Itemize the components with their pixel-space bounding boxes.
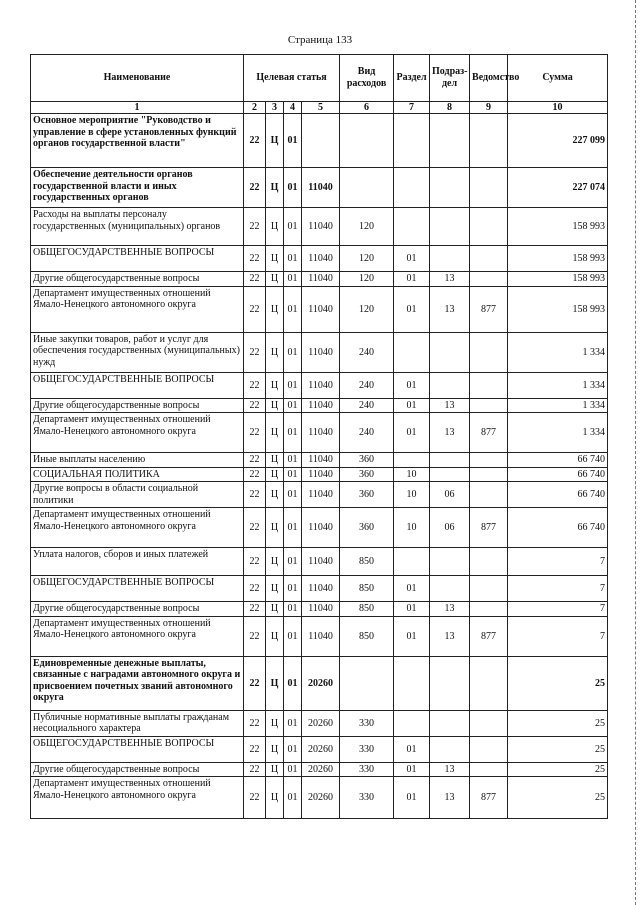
- col-number: 4: [284, 102, 302, 114]
- row-expense-type: 240: [340, 372, 394, 398]
- row-target-event: 01: [284, 286, 302, 332]
- row-target-program: 22: [244, 777, 266, 819]
- col-number: 1: [31, 102, 244, 114]
- row-amount: 66 740: [508, 467, 608, 482]
- row-target-direction: 11040: [302, 168, 340, 208]
- row-department: 877: [470, 508, 508, 548]
- row-name: Расходы на выплаты персоналу государственных (муниципальных) органов: [31, 208, 244, 246]
- row-target-subprogram: Ц: [266, 777, 284, 819]
- row-expense-type: 120: [340, 286, 394, 332]
- row-name: Иные выплаты населению: [31, 453, 244, 468]
- page-edge-scan-line: [633, 0, 636, 905]
- row-expense-type: 360: [340, 453, 394, 468]
- row-target-direction: 20260: [302, 656, 340, 710]
- row-target-subprogram: Ц: [266, 602, 284, 617]
- row-amount: 25: [508, 656, 608, 710]
- row-name: Департамент имущественных отношений Ямало-Ненецкого автономного округа: [31, 413, 244, 453]
- row-subsection: 06: [430, 508, 470, 548]
- row-target-subprogram: Ц: [266, 398, 284, 413]
- row-target-direction: 11040: [302, 398, 340, 413]
- table-body: [31, 114, 608, 819]
- row-department: [470, 656, 508, 710]
- row-department: [470, 272, 508, 287]
- row-expense-type: 330: [340, 710, 394, 736]
- row-amount: 25: [508, 736, 608, 762]
- row-department: 877: [470, 616, 508, 656]
- row-section: 01: [394, 286, 430, 332]
- row-subsection: [430, 246, 470, 272]
- row-target-program: 22: [244, 616, 266, 656]
- row-section: [394, 710, 430, 736]
- col-number: 10: [508, 102, 608, 114]
- row-target-event: 01: [284, 413, 302, 453]
- row-target-program: 22: [244, 208, 266, 246]
- row-subsection: [430, 114, 470, 168]
- table-row: [31, 467, 608, 482]
- row-target-subprogram: Ц: [266, 548, 284, 576]
- row-section: [394, 548, 430, 576]
- row-section: 01: [394, 576, 430, 602]
- row-amount: 158 993: [508, 246, 608, 272]
- row-department: [470, 332, 508, 372]
- row-target-event: 01: [284, 777, 302, 819]
- row-target-event: 01: [284, 576, 302, 602]
- row-name: Другие общегосударственные вопросы: [31, 602, 244, 617]
- row-target-event: 01: [284, 168, 302, 208]
- row-name: Департамент имущественных отношений Ямало-Ненецкого автономного округа: [31, 286, 244, 332]
- row-target-subprogram: Ц: [266, 168, 284, 208]
- row-department: [470, 114, 508, 168]
- row-department: [470, 398, 508, 413]
- row-expense-type: 240: [340, 413, 394, 453]
- table-row: [31, 616, 608, 656]
- row-subsection: [430, 372, 470, 398]
- row-target-direction: 20260: [302, 710, 340, 736]
- table-row: [31, 508, 608, 548]
- row-subsection: 13: [430, 762, 470, 777]
- col-number: 5: [302, 102, 340, 114]
- row-target-program: 22: [244, 332, 266, 372]
- row-target-program: 22: [244, 372, 266, 398]
- row-amount: 66 740: [508, 508, 608, 548]
- row-target-subprogram: Ц: [266, 114, 284, 168]
- row-department: [470, 246, 508, 272]
- row-target-subprogram: Ц: [266, 616, 284, 656]
- row-target-event: 01: [284, 272, 302, 287]
- row-target-direction: 11040: [302, 602, 340, 617]
- row-subsection: 13: [430, 272, 470, 287]
- row-name: Другие общегосударственные вопросы: [31, 398, 244, 413]
- table-row: [31, 168, 608, 208]
- row-subsection: 13: [430, 777, 470, 819]
- row-target-subprogram: Ц: [266, 208, 284, 246]
- row-target-event: 01: [284, 656, 302, 710]
- row-target-program: 22: [244, 398, 266, 413]
- row-section: [394, 453, 430, 468]
- row-subsection: 13: [430, 616, 470, 656]
- row-target-direction: 11040: [302, 286, 340, 332]
- row-subsection: [430, 332, 470, 372]
- row-department: [470, 736, 508, 762]
- row-target-program: 22: [244, 576, 266, 602]
- row-subsection: 06: [430, 482, 470, 508]
- row-amount: 7: [508, 602, 608, 617]
- row-target-direction: 11040: [302, 482, 340, 508]
- row-expense-type: 120: [340, 246, 394, 272]
- row-section: 01: [394, 736, 430, 762]
- row-amount: 227 099: [508, 114, 608, 168]
- row-target-direction: 20260: [302, 777, 340, 819]
- row-section: 01: [394, 246, 430, 272]
- row-department: [470, 548, 508, 576]
- row-target-subprogram: Ц: [266, 286, 284, 332]
- row-name: ОБЩЕГОСУДАРСТВЕННЫЕ ВОПРОСЫ: [31, 576, 244, 602]
- row-target-subprogram: Ц: [266, 246, 284, 272]
- row-target-program: 22: [244, 467, 266, 482]
- row-target-event: 01: [284, 208, 302, 246]
- row-subsection: [430, 736, 470, 762]
- row-amount: 25: [508, 777, 608, 819]
- row-section: 10: [394, 467, 430, 482]
- row-subsection: [430, 548, 470, 576]
- row-target-direction: 11040: [302, 467, 340, 482]
- row-expense-type: 120: [340, 272, 394, 287]
- row-expense-type: 850: [340, 576, 394, 602]
- row-section: [394, 168, 430, 208]
- row-target-direction: [302, 114, 340, 168]
- row-subsection: 13: [430, 413, 470, 453]
- row-expense-type: 850: [340, 548, 394, 576]
- row-amount: 158 993: [508, 286, 608, 332]
- col-number: 6: [340, 102, 394, 114]
- row-subsection: [430, 710, 470, 736]
- table-header-row: [31, 55, 608, 102]
- row-amount: 1 334: [508, 332, 608, 372]
- col-number: 3: [266, 102, 284, 114]
- row-department: [470, 453, 508, 468]
- row-target-direction: 11040: [302, 508, 340, 548]
- row-target-event: 01: [284, 710, 302, 736]
- row-target-event: 01: [284, 332, 302, 372]
- row-target-direction: 20260: [302, 762, 340, 777]
- row-target-event: 01: [284, 453, 302, 468]
- table-row: [31, 272, 608, 287]
- row-target-subprogram: Ц: [266, 710, 284, 736]
- row-expense-type: 120: [340, 208, 394, 246]
- row-target-event: 01: [284, 762, 302, 777]
- row-target-subprogram: Ц: [266, 272, 284, 287]
- row-name: ОБЩЕГОСУДАРСТВЕННЫЕ ВОПРОСЫ: [31, 372, 244, 398]
- row-name: ОБЩЕГОСУДАРСТВЕННЫЕ ВОПРОСЫ: [31, 246, 244, 272]
- row-expense-type: 330: [340, 777, 394, 819]
- row-target-direction: 11040: [302, 208, 340, 246]
- row-name: Публичные нормативные выплаты гражданам несоциального характера: [31, 710, 244, 736]
- row-target-program: 22: [244, 168, 266, 208]
- table-row: [31, 482, 608, 508]
- row-target-program: 22: [244, 762, 266, 777]
- row-expense-type: 360: [340, 508, 394, 548]
- row-amount: 1 334: [508, 398, 608, 413]
- row-expense-type: 360: [340, 482, 394, 508]
- row-target-subprogram: Ц: [266, 467, 284, 482]
- row-amount: 25: [508, 710, 608, 736]
- row-department: [470, 208, 508, 246]
- col-header-summa: Сумма: [508, 55, 608, 102]
- row-expense-type: [340, 114, 394, 168]
- table-row: [31, 710, 608, 736]
- row-name: Департамент имущественных отношений Ямало-Ненецкого автономного округа: [31, 616, 244, 656]
- row-name: Основное мероприятие "Руководство и управление в сфере установленных функций органов государственной власти": [31, 114, 244, 168]
- col-header-name: Наименование: [31, 55, 244, 102]
- row-target-direction: 11040: [302, 332, 340, 372]
- row-section: [394, 332, 430, 372]
- table-row: [31, 372, 608, 398]
- row-department: 877: [470, 286, 508, 332]
- row-name: Другие вопросы в области социальной политики: [31, 482, 244, 508]
- row-target-program: 22: [244, 736, 266, 762]
- row-target-program: 22: [244, 602, 266, 617]
- row-subsection: [430, 208, 470, 246]
- row-target-event: 01: [284, 482, 302, 508]
- table-row: [31, 114, 608, 168]
- row-department: 877: [470, 777, 508, 819]
- row-target-subprogram: Ц: [266, 576, 284, 602]
- table-row: [31, 398, 608, 413]
- row-subsection: [430, 453, 470, 468]
- row-target-subprogram: Ц: [266, 482, 284, 508]
- row-target-event: 01: [284, 616, 302, 656]
- row-amount: 7: [508, 576, 608, 602]
- row-target-program: 22: [244, 710, 266, 736]
- row-target-program: 22: [244, 482, 266, 508]
- row-name: Уплата налогов, сборов и иных платежей: [31, 548, 244, 576]
- col-number: 9: [470, 102, 508, 114]
- row-target-direction: 11040: [302, 616, 340, 656]
- row-section: 01: [394, 398, 430, 413]
- row-expense-type: 850: [340, 616, 394, 656]
- row-amount: 66 740: [508, 453, 608, 468]
- table-row: [31, 548, 608, 576]
- row-target-program: 22: [244, 548, 266, 576]
- row-amount: 66 740: [508, 482, 608, 508]
- row-name: Другие общегосударственные вопросы: [31, 762, 244, 777]
- row-amount: 158 993: [508, 272, 608, 287]
- row-target-direction: 11040: [302, 413, 340, 453]
- row-department: [470, 482, 508, 508]
- row-target-event: 01: [284, 602, 302, 617]
- row-target-subprogram: Ц: [266, 372, 284, 398]
- row-amount: 1 334: [508, 413, 608, 453]
- row-target-program: 22: [244, 286, 266, 332]
- row-target-event: 01: [284, 548, 302, 576]
- row-subsection: 13: [430, 398, 470, 413]
- page-header: Страница 133: [287, 34, 353, 46]
- table-row: [31, 602, 608, 617]
- row-target-event: 01: [284, 372, 302, 398]
- row-target-event: 01: [284, 467, 302, 482]
- table-row: [31, 453, 608, 468]
- row-department: 877: [470, 413, 508, 453]
- row-target-subprogram: Ц: [266, 413, 284, 453]
- row-target-program: 22: [244, 114, 266, 168]
- row-target-direction: 11040: [302, 453, 340, 468]
- row-amount: 25: [508, 762, 608, 777]
- table-row: [31, 413, 608, 453]
- row-expense-type: 240: [340, 398, 394, 413]
- table-row: [31, 576, 608, 602]
- row-target-subprogram: Ц: [266, 508, 284, 548]
- row-target-program: 22: [244, 413, 266, 453]
- row-target-subprogram: Ц: [266, 453, 284, 468]
- row-subsection: 13: [430, 602, 470, 617]
- row-expense-type: 330: [340, 762, 394, 777]
- col-header-razdel: Раздел: [394, 55, 430, 102]
- col-header-podrazdel: Подраз-дел: [430, 55, 470, 102]
- col-number: 7: [394, 102, 430, 114]
- row-name: Другие общегосударственные вопросы: [31, 272, 244, 287]
- table-row: [31, 332, 608, 372]
- row-amount: 7: [508, 548, 608, 576]
- row-name: СОЦИАЛЬНАЯ ПОЛИТИКА: [31, 467, 244, 482]
- row-target-event: 01: [284, 736, 302, 762]
- row-target-program: 22: [244, 453, 266, 468]
- row-target-program: 22: [244, 508, 266, 548]
- row-target-subprogram: Ц: [266, 762, 284, 777]
- row-expense-type: 330: [340, 736, 394, 762]
- row-name: ОБЩЕГОСУДАРСТВЕННЫЕ ВОПРОСЫ: [31, 736, 244, 762]
- row-department: [470, 372, 508, 398]
- row-expense-type: 360: [340, 467, 394, 482]
- row-amount: 158 993: [508, 208, 608, 246]
- row-name: Департамент имущественных отношений Ямало-Ненецкого автономного округа: [31, 508, 244, 548]
- row-target-program: 22: [244, 656, 266, 710]
- row-target-direction: 11040: [302, 576, 340, 602]
- row-section: [394, 656, 430, 710]
- row-expense-type: [340, 656, 394, 710]
- row-amount: 227 074: [508, 168, 608, 208]
- table-row: [31, 736, 608, 762]
- row-section: 10: [394, 482, 430, 508]
- row-department: [470, 710, 508, 736]
- row-target-program: 22: [244, 272, 266, 287]
- row-target-subprogram: Ц: [266, 656, 284, 710]
- row-amount: 1 334: [508, 372, 608, 398]
- row-section: 01: [394, 762, 430, 777]
- row-name: Обеспечение деятельности органов государственной власти и иных государственных органов: [31, 168, 244, 208]
- row-target-subprogram: Ц: [266, 332, 284, 372]
- col-header-target: Целевая статья: [244, 55, 340, 102]
- row-target-direction: 11040: [302, 246, 340, 272]
- row-subsection: [430, 656, 470, 710]
- row-target-direction: 20260: [302, 736, 340, 762]
- row-target-event: 01: [284, 114, 302, 168]
- row-section: 01: [394, 602, 430, 617]
- table-row: [31, 656, 608, 710]
- row-subsection: 13: [430, 286, 470, 332]
- row-target-event: 01: [284, 246, 302, 272]
- col-header-vedomstvo: Ведомство: [470, 55, 508, 102]
- row-target-event: 01: [284, 398, 302, 413]
- row-department: [470, 576, 508, 602]
- row-section: [394, 114, 430, 168]
- row-section: 01: [394, 372, 430, 398]
- row-section: 01: [394, 616, 430, 656]
- row-expense-type: 850: [340, 602, 394, 617]
- row-section: 10: [394, 508, 430, 548]
- row-name: Иные закупки товаров, работ и услуг для обеспечения государственных (муниципальных) нужд: [31, 332, 244, 372]
- row-target-direction: 11040: [302, 372, 340, 398]
- table-row: [31, 246, 608, 272]
- row-department: [470, 762, 508, 777]
- row-subsection: [430, 467, 470, 482]
- row-subsection: [430, 168, 470, 208]
- row-name: Департамент имущественных отношений Ямало-Ненецкого автономного округа: [31, 777, 244, 819]
- col-header-vid: Вид расходов: [340, 55, 394, 102]
- row-target-direction: 11040: [302, 548, 340, 576]
- row-department: [470, 602, 508, 617]
- row-department: [470, 467, 508, 482]
- table-row: [31, 762, 608, 777]
- row-expense-type: 240: [340, 332, 394, 372]
- row-target-program: 22: [244, 246, 266, 272]
- col-number: 8: [430, 102, 470, 114]
- row-amount: 7: [508, 616, 608, 656]
- row-target-subprogram: Ц: [266, 736, 284, 762]
- row-section: 01: [394, 413, 430, 453]
- row-section: 01: [394, 272, 430, 287]
- table-row: [31, 777, 608, 819]
- budget-table: [30, 54, 608, 819]
- row-section: [394, 208, 430, 246]
- row-section: 01: [394, 777, 430, 819]
- row-expense-type: [340, 168, 394, 208]
- col-number: 2: [244, 102, 266, 114]
- row-name: Единовременные денежные выплаты, связанные с наградами автономного округа и присвоением почетных званий автономного округа: [31, 656, 244, 710]
- row-department: [470, 168, 508, 208]
- table-row: [31, 286, 608, 332]
- row-target-direction: 11040: [302, 272, 340, 287]
- row-subsection: [430, 576, 470, 602]
- row-target-event: 01: [284, 508, 302, 548]
- column-number-row: [31, 102, 608, 114]
- table-row: [31, 208, 608, 246]
